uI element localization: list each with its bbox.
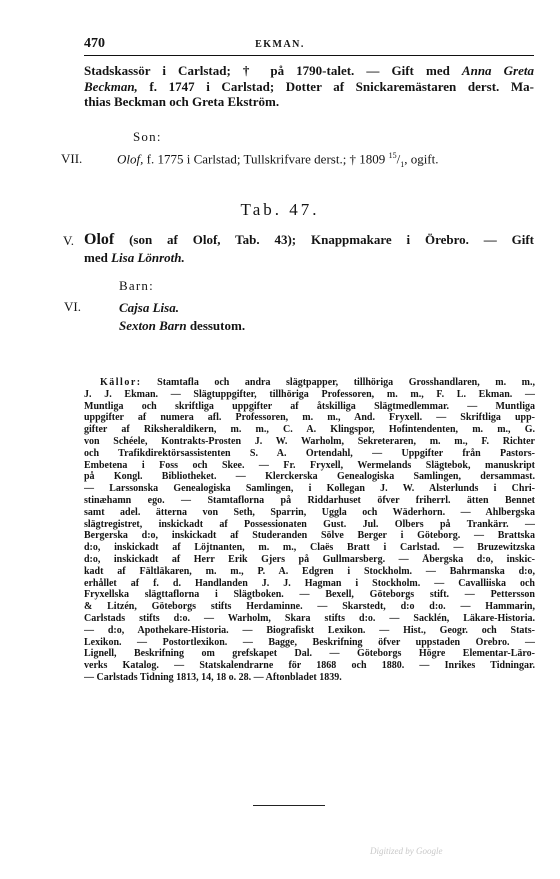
bottom-rule [253,805,325,806]
olof-line-2-pre: med [84,250,112,265]
children-more-text: dessutom. [186,318,246,333]
sources-line: & Litzén, Göteborgs stifts Herdaminne. — Skarstedt, d:o d:o. — Hammarin, [84,601,535,613]
sources-line: erhållet af f. d. Handlanden J. J. Hagman i Stockholm. — Cavalliiska och [84,577,535,589]
son-text-b: , ogift. [404,151,439,167]
intro-line-1 [84,63,534,79]
son-label: Son: [133,129,162,144]
son-name: Olof, [117,151,144,167]
children-more [119,318,245,334]
olof-line-1 [84,231,534,249]
sources-line: gifter af Riksheraldikern, m. m., C. A. Klingspor, Hofintendenten, m. m., G. [84,424,535,436]
olof-numeral: V. [63,233,74,248]
son-entry [117,151,439,169]
sources-line: Lexikon. — Postortlexikon. — Bagge, Beskrifning öfver uppstaden Örebro. — [84,636,535,648]
intro-paragraph [84,63,534,110]
olof-spouse: Lisa Lönroth. [111,250,185,265]
sources-line: Embetena i Foss och Skee. — Fr. Fryxell, Wermelands Slägtebok, manuskript [84,459,535,471]
son-frac-den: 1 [400,159,405,169]
son-frac-num: 15 [388,151,397,160]
children-numeral: VI. [64,299,81,314]
child-name [119,300,179,316]
page-number: 470 [84,36,105,51]
intro-line-1-text: Stadskassör i Carlstad; † på 1790-talet. — Gift med [84,63,462,78]
sources-line [84,377,535,389]
running-title: EKMAN. [255,39,305,50]
olof-line-2 [84,250,185,266]
sources-line: von Schéele, Kontrakts-Prosten J. W. Warholm, Sekreteraren, m. m., F. Richter [84,435,535,447]
sources-line: d:o, inskickadt af Herr Erik Gjers på Gullmarsberg. — Åbergska d:o, inskic- [84,553,535,565]
sources-line: — Larssonska Genealogiska Samlingen, i Kollegan J. W. Alsterlunds i Chri- [84,483,535,495]
son-numeral: VII. [61,151,83,166]
sources-lead: Källor: [100,377,142,388]
olof-name: Olof [84,231,115,248]
sources-line: samt adel. ätterna von Seth, Sparrin, Uggla och Wäderhorn. — Ahlbergska [84,506,535,518]
sources-line: verks Katalog. — Statskalendrarne för 1868 och 1880. — Inrikes Tidningar. [84,660,535,672]
header-rule [84,55,534,56]
sources-line: J. J. Ekman. — Slägtuppgifter, tillhöriga Professoren, m. m., F. L. Ekman. — [84,388,535,400]
intro-line-2-text: f. 1747 i Carlstad; Dotter af Snickaremästaren derst. Ma- [137,78,534,94]
children-more-italic: Sexton Barn [119,318,187,333]
sources-line: d:o, inskickadt af Löjtnanten, m. m., Claës Bratt i Carlstad. — Bruzewitzska [84,542,535,554]
sources-line: kadt af Fältläkaren, m. m., P. A. Edgren i Stockholm. — Bahrmanska d:o, [84,565,535,577]
sources-line: Carlstads stifts d:o. — Warholm, Skara stifts d:o. — Sacklén, Läkare-Historia. [84,612,535,624]
intro-line-1-italic: Anna Greta [461,63,534,78]
intro-line-2 [84,79,534,95]
sources-line: — Carlstads Tidning 1813, 14, 18 o. 28. — Aftonbladet 1839. [84,671,342,683]
son-text-a: f. 1775 i Carlstad; Tullskrifvare derst.; † 1809 [143,151,389,167]
sources-block [84,377,535,684]
sources-line: och Trafikdirektörsassistenten S. A. Örtendahl, — Uppgifter från Pastors- [84,447,535,459]
children-label: Barn: [119,278,154,293]
intro-line-3 [84,94,534,110]
child-name-text: Cajsa Lisa. [119,300,179,315]
sources-line: på Kongl. Bibliotheket. — Klerckerska Genealogiska Samlingen, dersammast. [84,471,535,483]
son-frac-sep: / [396,151,401,167]
sources-line: stinæhamn ego. — Stamtaflorna på Riddarhuset öfver friherrl. ätten Bennet [84,494,535,506]
sources-line: — d:o, Apothekare-Historia. — Biografiskt Lexikon. — Hist., Geogr. och Stats- [84,624,535,636]
olof-line-1-rest: (son af Olof, Tab. 43); Knappmakare i Örebro. — Gift [114,232,534,247]
sources-line: Fryxellska slägttaflorna i Slägtboken. — Bexell, Göteborgs stift. — Pettersson [84,589,535,601]
sources-line: slägtregistret, inskickadt af Possessionaten Gust. Jul. Olbers på Trankärr. — [84,518,535,530]
sources-line-text: Stamtafla och andra slägtpapper, tillhöriga Grosshandlaren, m. m., [141,377,535,388]
sources-line: uppgifter af numera afl. Professoren, m. m., And. Fryxell. — Skriftliga upp- [84,412,535,424]
watermark: Digitized by Google [370,846,443,856]
sources-line: Bergerska d:o, inskickadt af Studeranden Sölve Berger i Göteborg. — Brattska [84,530,535,542]
sources-line: Lignell, Beskrifning om grefskapet Dal. — Göteborgs Högre Elementar-Läro- [84,648,535,660]
intro-line-3-text: thias Beckman och Greta Ekström. [84,94,280,110]
sources-line: Muntliga och skriftliga uppgifter af åtskilliga Slägtmedlemmar. — Muntliga [84,400,535,412]
tab-heading: Tab. 47. [240,200,320,219]
intro-line-2-italic: Beckman, [84,78,138,94]
